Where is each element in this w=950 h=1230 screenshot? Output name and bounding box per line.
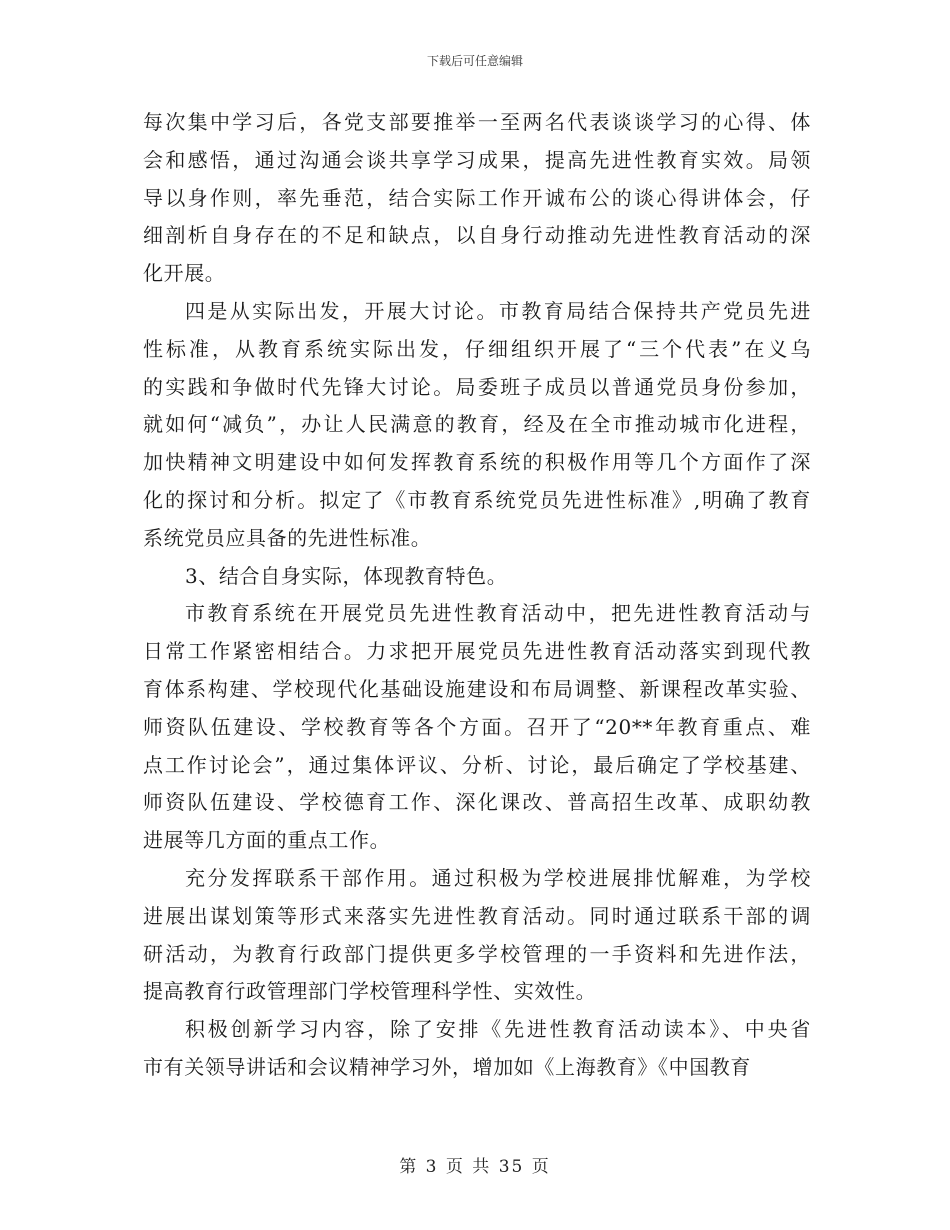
- text-line: 四是从实际出发，开展大讨论。市教育局结合保持共产党员先进: [185, 298, 811, 323]
- text-line: 师资队伍建设、学校教育等各个方面。召开了“20**年教育重点、难: [143, 714, 811, 739]
- text-line: 进展等几方面的重点工作。: [143, 828, 391, 853]
- text-line: 点工作讨论会”，通过集体评议、分析、讨论，最后确定了学校基建、: [143, 752, 811, 777]
- text-line: 进展出谋划策等形式来落实先进性教育活动。同时通过联系干部的调: [143, 903, 811, 928]
- text-line: 日常工作紧密相结合。力求把开展党员先进性教育活动落实到现代教: [143, 639, 811, 664]
- text-line: 提高教育行政管理部门学校管理科学性、实效性。: [143, 979, 597, 1004]
- text-line: 加快精神文明建设中如何发挥教育系统的积极作用等几个方面作了深: [143, 450, 811, 475]
- text-line: 市教育系统在开展党员先进性教育活动中，把先进性教育活动与: [185, 601, 811, 626]
- text-line: 的实践和争做时代先锋大讨论。局委班子成员以普通党员身份参加，: [143, 374, 811, 399]
- text-line: 研活动，为教育行政部门提供更多学校管理的一手资料和先进作法，: [143, 941, 811, 966]
- text-line: 细剖析自身存在的不足和缺点，以自身行动推动先进性教育活动的深: [143, 223, 811, 248]
- text-line: 育体系构建、学校现代化基础设施建设和布局调整、新课程改革实验、: [143, 676, 811, 701]
- page-header-note: 下载后可任意编辑: [426, 54, 523, 68]
- text-line: 化的探讨和分析。拟定了《市教育系统党员先进性标准》,明确了教育: [143, 487, 811, 512]
- page-number-footer: 第 3 页 共 35 页: [399, 1157, 551, 1177]
- text-line: 充分发挥联系干部作用。通过积极为学校进展排忧解难，为学校: [185, 865, 811, 890]
- text-line: 积极创新学习内容，除了安排《先进性教育活动读本》、中央省: [185, 1017, 811, 1042]
- text-line: 化开展。: [143, 261, 226, 286]
- text-line: 每次集中学习后，各党支部要推举一至两名代表谈谈学习的心得、体: [143, 110, 811, 134]
- text-line: 师资队伍建设、学校德育工作、深化课改、普高招生改革、成职幼教: [143, 790, 811, 815]
- text-line: 系统党员应具备的先进性标准。: [143, 525, 432, 550]
- text-line: 导以身作则，率先垂范，结合实际工作开诚布公的谈心得讲体会，仔: [143, 185, 811, 210]
- text-line: 3、结合自身实际，体现教育特色。: [185, 563, 508, 588]
- text-line: 会和感悟，通过沟通会谈共享学习成果，提高先进性教育实效。局领: [143, 147, 811, 172]
- text-line: 市有关领导讲话和会议精神学习外，增加如《上海教育》《中国教育: [143, 1054, 751, 1079]
- document-body: [143, 104, 811, 1087]
- text-line: 性标准，从教育系统实际出发，仔细组织开展了“三个代表”在义乌: [143, 336, 811, 361]
- text-line: 就如何“减负”，办让人民满意的教育，经及在全市推动城市化进程，: [143, 412, 811, 437]
